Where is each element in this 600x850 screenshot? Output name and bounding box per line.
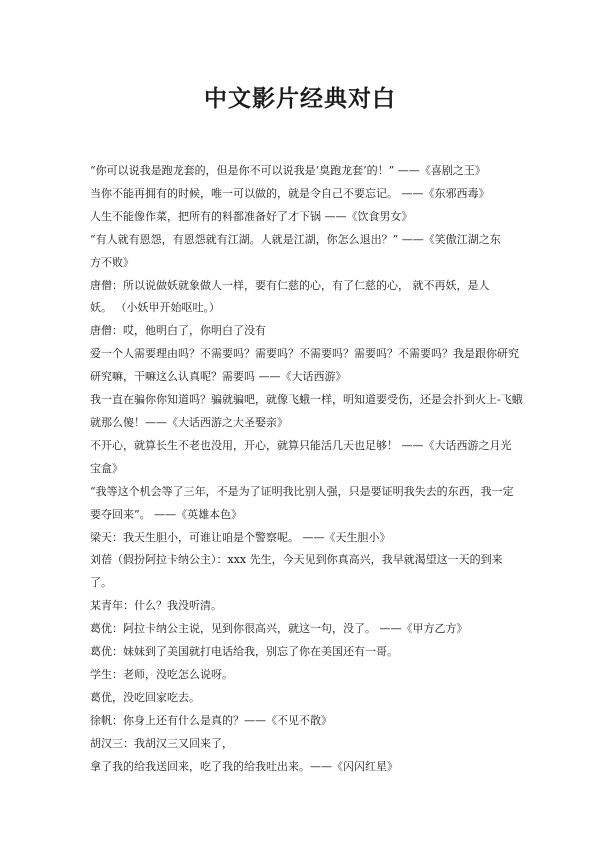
text-line: “有人就有恩怨，有恩怨就有江湖。人就是江湖，你怎么退出？” ——《笑傲江湖之东 <box>90 232 501 246</box>
text-line: “我等这个机会等了三年，不是为了证明我比别人强，只是要证明我失去的东西，我一定 <box>90 484 514 498</box>
document-title: 中文影片经典对白 <box>204 85 396 112</box>
text-line: 学生：老师，没吃怎么说呀。 <box>90 667 233 681</box>
text-line: 研究嘛，干嘛这么认真呢？需要吗 ——《大话西游》 <box>90 370 347 384</box>
text-line: 拿了我的给我送回来，吃了我的给我吐出来。——《闪闪红星》 <box>90 759 398 773</box>
text-line: 徐帆：你身上还有什么是真的？——《不见不散》 <box>90 713 332 727</box>
text-line: 宝盒》 <box>90 461 123 475</box>
text-line: 人生不能像作菜，把所有的料都准备好了才下锅 ——《饮食男女》 <box>90 209 413 223</box>
text-line: 唐僧：哎，他明白了，你明白了没有 <box>90 324 266 338</box>
text-line: 不开心，就算长生不老也没用，开心，就算只能活几天也足够！ ——《大话西游之月光 <box>90 438 512 452</box>
text-line: 葛优：阿拉卡纳公主说，见到你很高兴，就这一句，没了。 ——《甲方乙方》 <box>90 622 468 636</box>
text-line: 我一直在骗你你知道吗？骗就骗吧，就像飞蛾一样，明知道要受伤，还是会扑到火上-飞蛾 <box>90 393 523 407</box>
text-line: 胡汉三：我胡汉三又回来了， <box>90 736 233 750</box>
text-line: 就那么傻！——《大话西游之大圣娶亲》 <box>90 415 288 429</box>
text-line: 爱一个人需要理由吗？不需要吗？需要吗？不需要吗？需要吗？不需要吗？我是跟你研究 <box>90 347 519 361</box>
text-line: 当你不能再拥有的时候，唯一可以做的，就是令自己不要忘记。 ——《东邪西毒》 <box>90 186 490 200</box>
text-line: 刘蓓（假扮阿拉卡纳公主）：xxx 先生，今天见到你真高兴，我早就渴望这一天的到来 <box>90 553 503 567</box>
text-line: “你可以说我是跑龙套的，但是你不可以说我是‘臭跑龙套’的！” ——《喜剧之王》 <box>90 164 486 177</box>
text-line: 葛优，没吃回家吃去。 <box>90 690 200 704</box>
text-line: 某青年：什么？我没听清。 <box>90 599 222 613</box>
text-line: 妖。 （小妖甲开始呕吐。） <box>90 301 220 315</box>
text-line: 方不败》 <box>90 255 134 269</box>
text-line: 要夺回来”。 ——《英雄本色》 <box>90 507 243 521</box>
text-line: 梁天：我天生胆小，可谁让咱是个警察呢。 ——《天生胆小》 <box>90 530 391 544</box>
text-line: 了。 <box>90 576 112 590</box>
text-line: 唐僧：所以说做妖就象做人一样，要有仁慈的心，有了仁慈的心， 就不再妖，是人 <box>90 278 490 292</box>
text-line: 葛优：妹妹到了美国就打电话给我，别忘了你在美国还有一哥。 <box>90 645 398 659</box>
document-body <box>90 160 523 778</box>
